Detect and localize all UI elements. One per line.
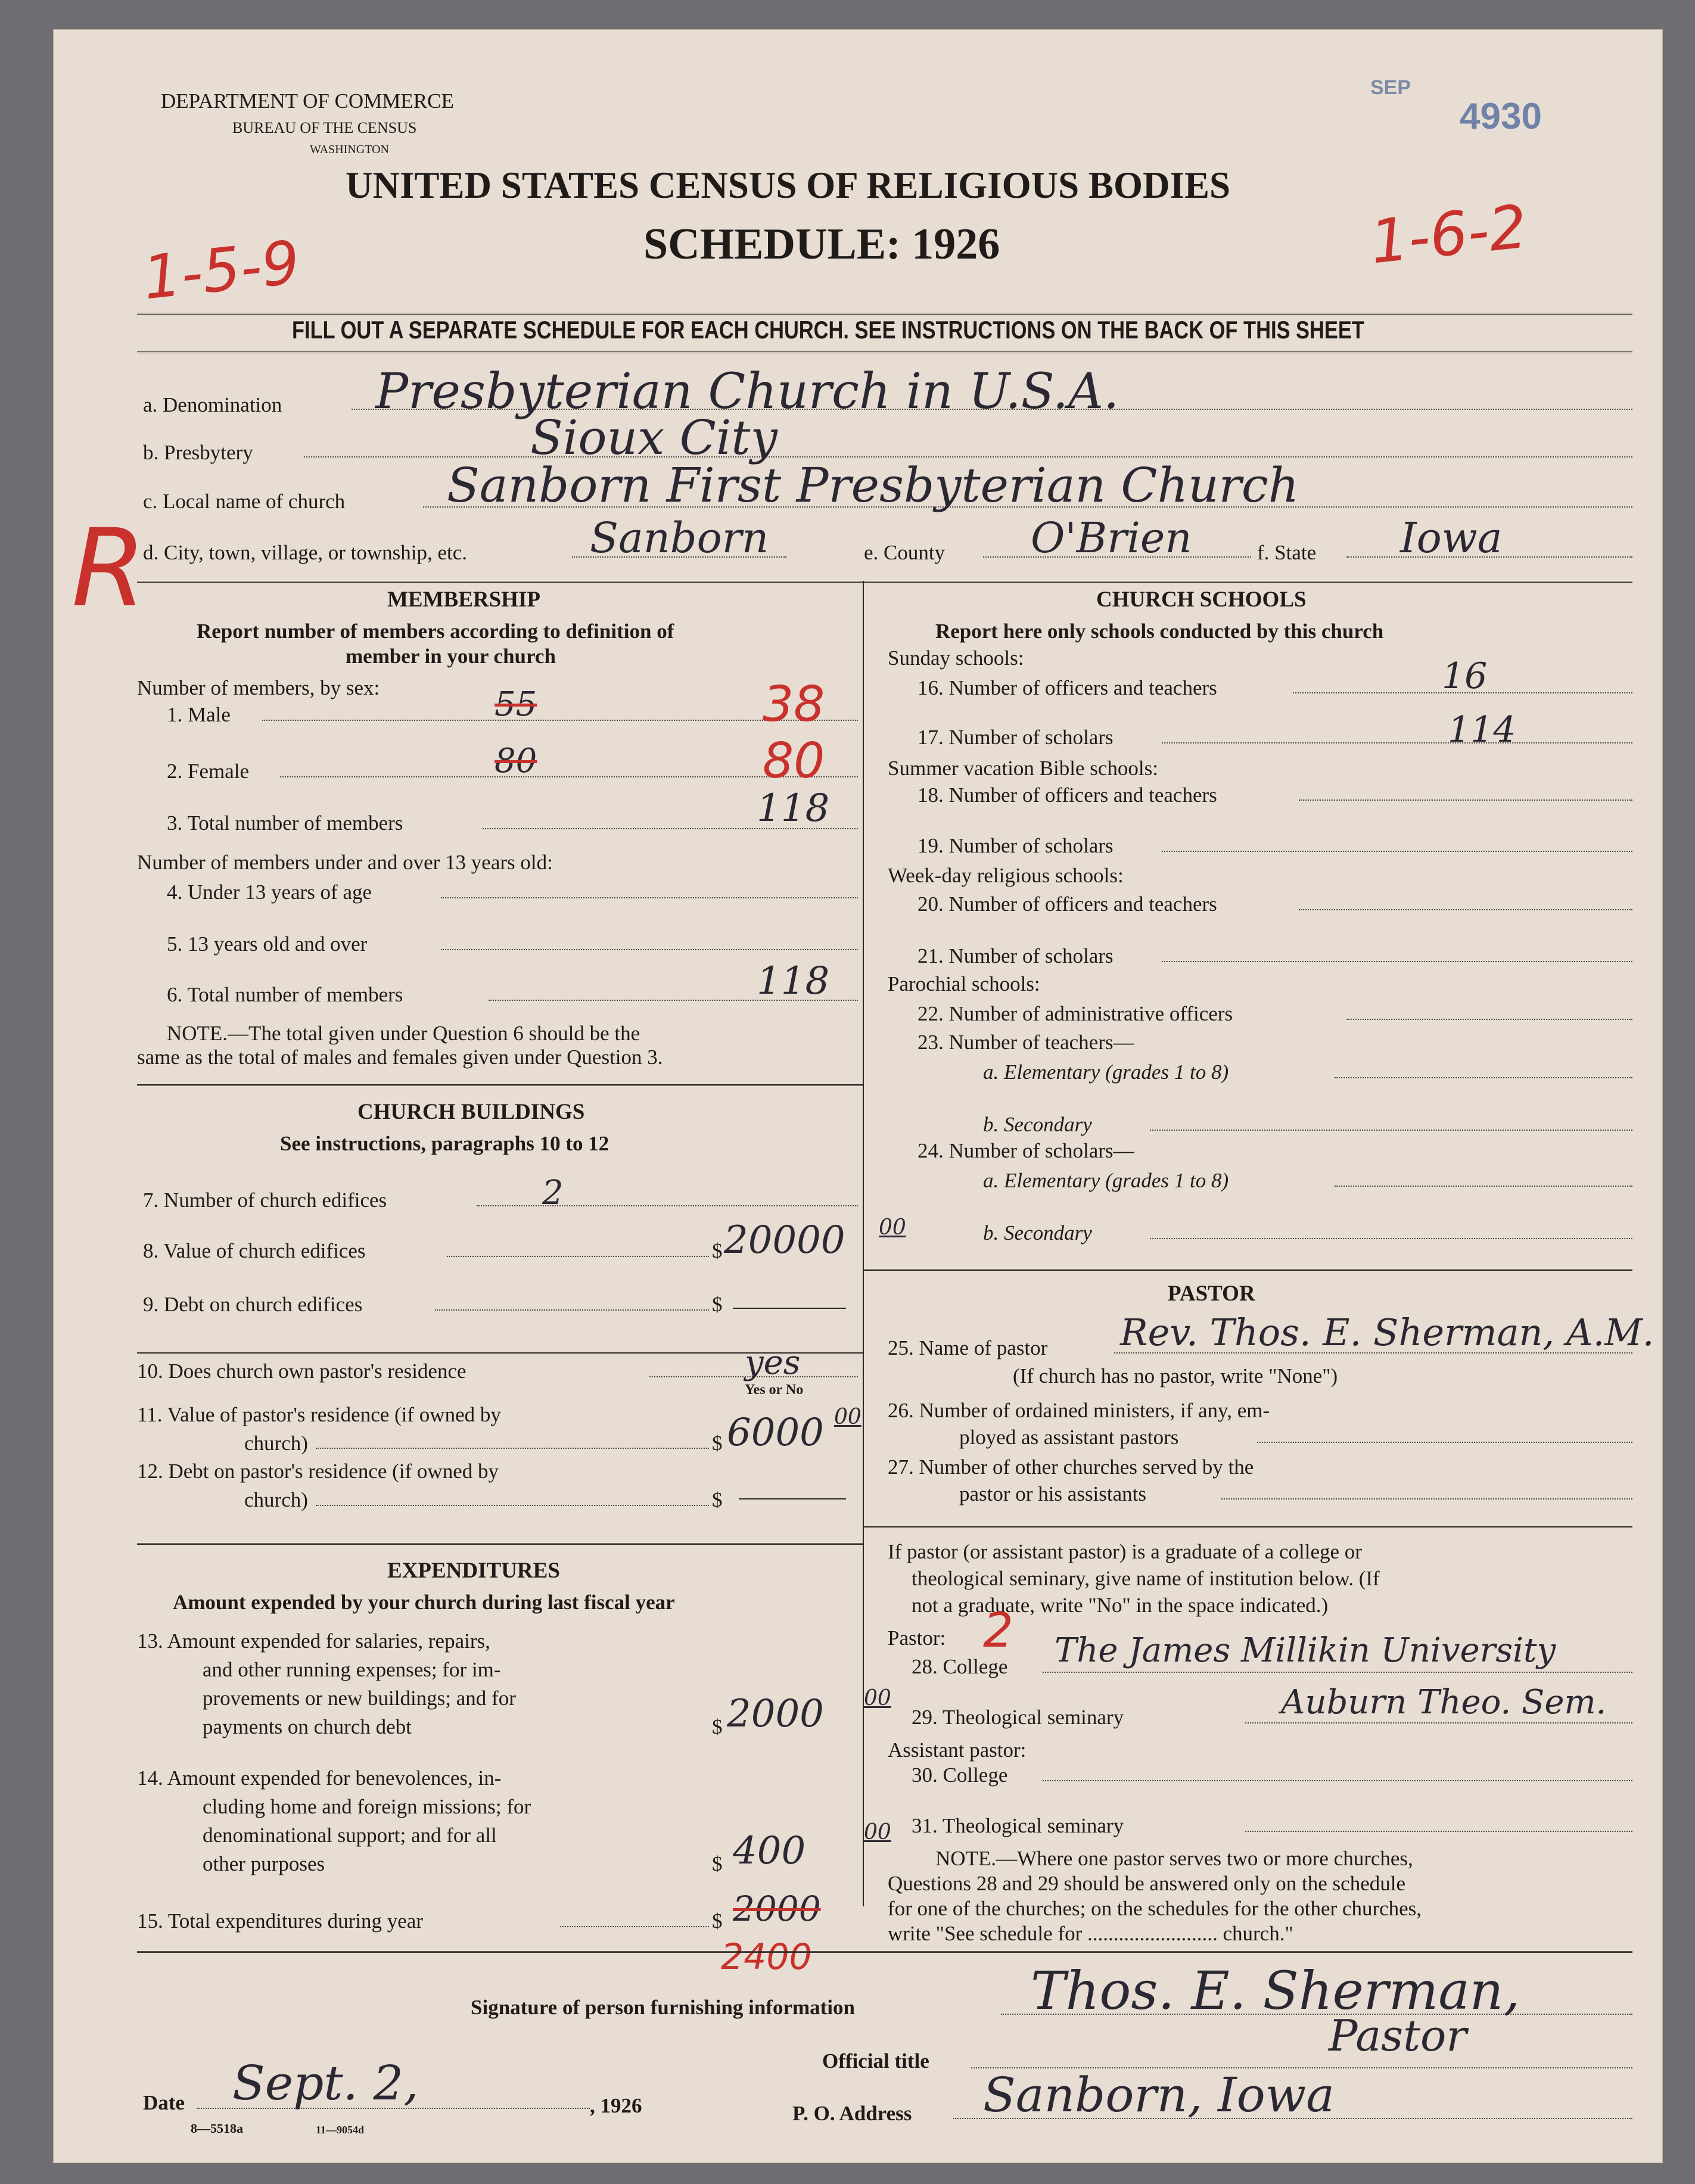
q11-label-1: 11. Value of pastor's residence (if owned by: [137, 1403, 501, 1426]
rule-below-fields: [137, 581, 1632, 585]
membership-heading: MEMBERSHIP: [387, 587, 540, 612]
members-by-sex-label: Number of members, by sex:: [137, 676, 380, 699]
received-stamp-number: 4930: [1460, 96, 1542, 137]
pastor-note-4: write "See schedule for ......................... church.": [888, 1922, 1293, 1945]
q27-line: [1221, 1498, 1632, 1499]
schools-intro: Report here only schools conducted by this church: [935, 620, 1384, 643]
q17-line: [1162, 742, 1632, 743]
q5-label: 5. 13 years old and over: [167, 932, 368, 956]
q12-label-1: 12. Debt on pastor's residence (if owned by: [137, 1460, 499, 1483]
q20-label: 20. Number of officers and teachers: [918, 892, 1217, 916]
q9-dollar: $: [712, 1293, 723, 1316]
q16-value[interactable]: 16: [1442, 655, 1488, 697]
grad-note-1: If pastor (or assistant pastor) is a graduate of a college or: [888, 1540, 1362, 1563]
q3-label: 3. Total number of members: [167, 811, 403, 835]
pastor-note-2: Questions 28 and 29 should be answered only on the schedule: [888, 1872, 1406, 1895]
q23b-label: b. Secondary: [983, 1113, 1092, 1136]
pastor-note-3: for one of the churches; on the schedules for the other churches,: [888, 1897, 1422, 1920]
department-heading: DEPARTMENT OF COMMERCE: [161, 89, 454, 113]
q9-dash: [733, 1308, 846, 1309]
q5-line: [441, 949, 858, 950]
q14-line-1: 14. Amount expended for benevolences, in-: [137, 1766, 502, 1790]
bureau-heading: BUREAU OF THE CENSUS: [232, 119, 417, 136]
q15-label: 15. Total expenditures during year: [137, 1909, 423, 1933]
q26-line-2: ployed as assistant pastors: [959, 1426, 1179, 1449]
age-heading: Number of members under and over 13 years old:: [137, 851, 553, 874]
q8-dollar: $: [712, 1239, 723, 1262]
form-title: UNITED STATES CENSUS OF RELIGIOUS BODIES: [346, 164, 1231, 206]
q15-dollar: $: [712, 1909, 723, 1933]
state-value[interactable]: Iowa: [1400, 514, 1503, 562]
q23b-line: [1150, 1130, 1632, 1131]
q21-line: [1162, 961, 1632, 962]
state-label: f. State: [1257, 541, 1317, 564]
q8-value[interactable]: 20000: [724, 1218, 845, 1262]
rule-schools-end: [863, 1269, 1632, 1273]
rule-buildings-end: [137, 1543, 863, 1547]
q12-dollar: $: [712, 1488, 723, 1511]
membership-note-1: NOTE.—The total given under Question 6 should be the: [167, 1022, 640, 1045]
official-title-label: Official title: [822, 2049, 929, 2073]
po-address-value[interactable]: Sanborn, Iowa: [983, 2067, 1335, 2123]
census-form-sheet: [54, 30, 1662, 2163]
summer-schools-heading: Summer vacation Bible schools:: [888, 757, 1158, 780]
q28-line: [1043, 1672, 1632, 1673]
q19-line: [1162, 851, 1632, 852]
q19-label: 19. Number of scholars: [918, 834, 1114, 857]
q10-value[interactable]: yes: [745, 1343, 801, 1382]
red-r-mark: R: [71, 506, 147, 631]
rule-below-banner: [137, 351, 1632, 356]
q10-hint: Yes or No: [745, 1382, 804, 1398]
church-name-value[interactable]: Sanborn First Presbyterian Church: [447, 458, 1299, 513]
q14-line-3: denominational support; and for all: [203, 1824, 497, 1847]
q31-label: 31. Theological seminary: [912, 1814, 1124, 1837]
q11-cents: 00: [834, 1405, 862, 1429]
q10-label: 10. Does church own pastor's residence: [137, 1359, 466, 1383]
membership-note-2: same as the total of males and females given under Question 3.: [137, 1046, 663, 1069]
q1-value[interactable]: 38: [763, 676, 825, 733]
parochial-schools-heading: Parochial schools:: [888, 972, 1040, 995]
q25-label: 25. Name of pastor: [888, 1336, 1048, 1359]
q12-line: [316, 1505, 709, 1506]
q17-value[interactable]: 114: [1448, 709, 1516, 751]
q22-line: [1346, 1019, 1632, 1020]
q7-label: 7. Number of church edifices: [143, 1189, 387, 1212]
pastor-subheading: Pastor:: [888, 1626, 946, 1650]
q25-hint: (If church has no pastor, write "None"): [1013, 1364, 1338, 1387]
q1-label: 1. Male: [167, 703, 231, 726]
city-label: d. City, town, village, or township, etc.: [143, 541, 468, 564]
q9-label: 9. Debt on church edifices: [143, 1293, 363, 1316]
q13-line-4: payments on church debt: [203, 1715, 412, 1738]
church-name-label: c. Local name of church: [143, 490, 346, 513]
weekday-schools-heading: Week-day religious schools:: [888, 864, 1124, 887]
grad-note-2: theological seminary, give name of institution below. (If: [912, 1567, 1380, 1590]
q24b-line: [1150, 1238, 1632, 1239]
q22-label: 22. Number of administrative officers: [918, 1002, 1233, 1025]
q3-value[interactable]: 118: [757, 786, 830, 830]
q1-struck-value: 55: [494, 685, 537, 724]
presbytery-label: b. Presbytery: [143, 441, 253, 464]
q8-label: 8. Value of church edifices: [143, 1239, 366, 1262]
red-code-right: 1-6-2: [1367, 191, 1531, 278]
buildings-subtitle: See instructions, paragraphs 10 to 12: [280, 1132, 609, 1155]
date-year: , 1926: [590, 2094, 642, 2117]
q29-label: 29. Theological seminary: [912, 1706, 1124, 1729]
q7-line: [477, 1205, 858, 1206]
instruction-banner: FILL OUT A SEPARATE SCHEDULE FOR EACH CHURCH. SEE INSTRUCTIONS ON THE BACK OF THIS SHEET: [292, 316, 1364, 344]
sunday-schools-heading: Sunday schools:: [888, 646, 1024, 670]
q12-dash: [739, 1498, 846, 1499]
date-label: Date: [143, 2091, 185, 2114]
membership-intro-1: Report number of members according to definition of: [197, 620, 674, 643]
q28-label: 28. College: [912, 1655, 1008, 1678]
expenditures-heading: EXPENDITURES: [387, 1558, 560, 1583]
q11-dollar: $: [712, 1432, 723, 1455]
county-label: e. County: [864, 541, 946, 564]
denomination-label: a. Denomination: [143, 393, 282, 416]
q17-label: 17. Number of scholars: [918, 726, 1114, 749]
q13-line-1: 13. Amount expended for salaries, repairs,: [137, 1629, 490, 1653]
grad-note-3: not a graduate, write "No" in the space indicated.): [912, 1594, 1329, 1617]
q13-value[interactable]: 2000: [727, 1692, 824, 1736]
assistant-subheading: Assistant pastor:: [888, 1738, 1027, 1762]
q15-line: [560, 1926, 709, 1927]
q14-dollar: $: [712, 1852, 723, 1875]
schedule-title: SCHEDULE: 1926: [643, 220, 1000, 269]
q15-corrected-value: 2400: [721, 1936, 812, 1978]
q7-value[interactable]: 2: [542, 1174, 564, 1212]
q14-value[interactable]: 400: [733, 1829, 806, 1873]
red-code-left: 1-5-9: [139, 227, 303, 313]
q11-line: [316, 1448, 709, 1449]
q30-line: [1043, 1780, 1632, 1781]
form-number: 8—5518a: [191, 2121, 243, 2136]
q23-label: 23. Number of teachers—: [918, 1031, 1134, 1054]
q9-line: [435, 1309, 709, 1311]
pastor-heading: PASTOR: [1168, 1281, 1255, 1306]
q25-value[interactable]: Rev. Thos. E. Sherman, A.M.: [1120, 1311, 1654, 1354]
q2-label: 2. Female: [167, 760, 250, 783]
q31-line: [1245, 1831, 1632, 1832]
q27-line-2: pastor or his assistants: [959, 1482, 1147, 1505]
q23a-label: a. Elementary (grades 1 to 8): [983, 1060, 1229, 1084]
red-pastor-mark: 2: [983, 1603, 1013, 1658]
q2-struck-value: 80: [494, 742, 537, 780]
schools-heading: CHURCH SCHOOLS: [1096, 587, 1307, 612]
expenditures-subtitle: Amount expended by your church during last fiscal year: [173, 1591, 675, 1614]
q13-dollar: $: [712, 1715, 723, 1738]
presbytery-value[interactable]: Sioux City: [530, 410, 777, 465]
q24-label: 24. Number of scholars—: [918, 1139, 1134, 1162]
q8-line: [447, 1256, 709, 1257]
q2-value[interactable]: 80: [763, 733, 825, 789]
q6-label: 6. Total number of members: [167, 983, 403, 1006]
q15-value[interactable]: 2000: [733, 1889, 821, 1929]
q24a-label: a. Elementary (grades 1 to 8): [983, 1169, 1229, 1192]
q27-line-1: 27. Number of other churches served by the: [888, 1455, 1254, 1479]
q20-line: [1299, 909, 1632, 910]
q8-cents: 00: [879, 1215, 906, 1240]
q14-cents: 00: [864, 1820, 891, 1844]
print-number: 11—9054d: [316, 2124, 365, 2136]
membership-intro-2: member in your church: [346, 645, 556, 668]
official-title-value[interactable]: Pastor: [1329, 2011, 1467, 2061]
date-value[interactable]: Sept. 2,: [232, 2055, 419, 2111]
pastor-note-1: NOTE.—Where one pastor serves two or more churches,: [935, 1847, 1413, 1870]
q11-label-2: church): [244, 1432, 308, 1455]
q29-line: [1245, 1722, 1632, 1723]
city-value[interactable]: Sanborn: [590, 514, 769, 562]
q13-cents: 00: [864, 1686, 891, 1710]
county-value[interactable]: O'Brien: [1031, 514, 1192, 562]
q18-label: 18. Number of officers and teachers: [918, 783, 1217, 807]
q13-line-3: provements or new buildings; and for: [203, 1687, 516, 1710]
q16-label: 16. Number of officers and teachers: [918, 676, 1217, 699]
q4-label: 4. Under 13 years of age: [167, 881, 372, 904]
q21-label: 21. Number of scholars: [918, 944, 1114, 967]
po-address-label: P. O. Address: [792, 2102, 912, 2125]
q24a-line: [1335, 1186, 1632, 1187]
q26-line-1: 26. Number of ordained ministers, if any, em-: [888, 1399, 1270, 1422]
rule-membership-end: [137, 1084, 863, 1088]
q4-line: [441, 897, 858, 898]
signature-value[interactable]: Thos. E. Sherman,: [1031, 1960, 1520, 2021]
q26-line: [1257, 1442, 1632, 1443]
buildings-heading: CHURCH BUILDINGS: [357, 1100, 585, 1124]
q14-line-4: other purposes: [203, 1852, 325, 1875]
q12-label-2: church): [244, 1488, 308, 1511]
q6-value[interactable]: 118: [757, 959, 830, 1003]
q29-value[interactable]: Auburn Theo. Sem.: [1281, 1683, 1607, 1722]
rule-footer: [137, 1951, 1632, 1955]
denomination-value[interactable]: Presbyterian Church in U.S.A.: [375, 363, 1119, 420]
q28-value[interactable]: The James Millikin University: [1055, 1631, 1556, 1670]
q14-line-2: cluding home and foreign missions; for: [203, 1795, 531, 1818]
signature-label: Signature of person furnishing information: [471, 1996, 855, 2019]
rule-pastor-mid: [863, 1526, 1632, 1527]
q18-line: [1299, 799, 1632, 801]
received-stamp-month: SEP: [1370, 76, 1411, 99]
q30-label: 30. College: [912, 1763, 1008, 1787]
q24b-label: b. Secondary: [983, 1221, 1092, 1245]
q11-value[interactable]: 6000: [727, 1411, 824, 1455]
q13-line-2: and other running expenses; for im-: [203, 1658, 501, 1681]
q23a-line: [1335, 1077, 1632, 1078]
washington-heading: WASHINGTON: [310, 143, 389, 156]
